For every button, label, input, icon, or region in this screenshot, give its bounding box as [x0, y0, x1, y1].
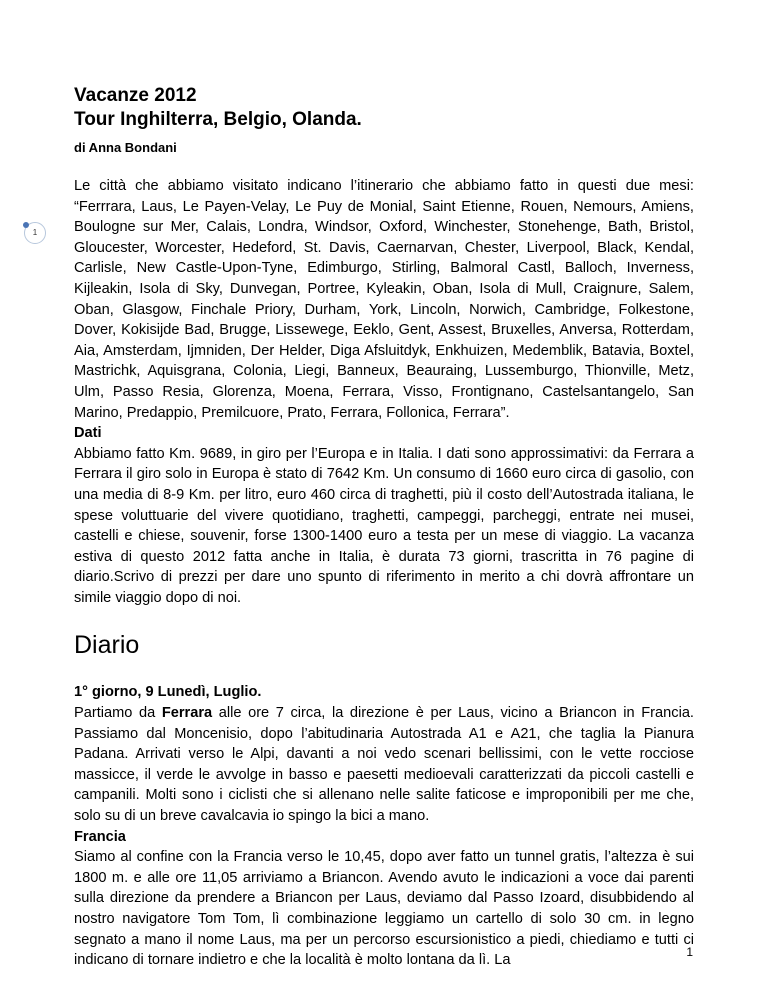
- document-page: [74, 84, 694, 971]
- day1-city-bold: Ferrara: [161, 705, 213, 722]
- document-author: di Anna Bondani: [74, 140, 177, 155]
- intro-paragraph: Le città che abbiamo visitato indicano l’itinerario che abbiamo fatto in questi due mesi: “Ferrrara, Laus, Le Payen-Velay, Le Puy de Monial, Saint Etienne, Rouen, Nemours, Amiens, Boulogne sur Mer, Calais, Londra, Windsor, Oxford, Winchester, Stonehenge, Bath, Bristol, Gloucester, Worcester, Hedeford, St. Davis, Caernarvan, Chester, Liverpool, Black, Kendal, Carlisle, New Castle-Upon-Tyne, Edimburgo, Stirling, Balmoral Castl, Balloch, Inverness, Kijleakin, Isola di Sky, Dunvegan, Portree, Kyleakin, Oban, Isola di Mull, Craignure, Salem, Oban, Glasgow, Finchale Priory, Durham, York, Lincoln, Norwich, Cambridge, Folkestone, Dover, Kokisijde Bad, Brugge, Lissewege, Eeklo, Gent, Assest, Bruxelles, Anversa, Rotterdam, Aia, Amsterdam, Ijmniden, Der Helder, Diga Afsluitdyk, Enkhuizen, Medemblik, Batavia, Boxtel, Mastrichk, Aquisgrana, Colonia, Liegi, Banneux, Beauraing, Lussemburgo, Thionville, Metz, Ulm, Passo Resia, Glorenza, Moena, Ferrara, Visso, Frontignano, Castelsantangelo, San Marino, Predappio, Premilcuore, Prato, Ferrara, Follonica, Ferrara”.: [74, 178, 694, 421]
- day1-text-start: Partiamo da: [74, 705, 162, 722]
- document-title-line2: Tour Inghilterra, Belgio, Olanda.: [74, 109, 362, 130]
- dati-heading: Dati: [74, 425, 102, 442]
- day1-paragraph: [74, 703, 694, 827]
- dati-paragraph: Abbiamo fatto Km. 9689, in giro per l’Europa e in Italia. I dati sono approssimativi: da Ferrara a Ferrara il giro solo in Europa è stato di 7642 Km. Un consumo di 1660 euro circa di gasolio, con una media di 8-9 Km. per litro, euro 460 circa di traghetti, più il costo dell’Autostrada italiana, le spese voluttuarie del vivere quotidiano, traghetti, campeggi, parcheggi, entrate nei musei, castelli e chiese, souvenir, forse 1300-1400 euro a testa per un mese di viaggio. La vacanza estiva di questo 2012 fatta anche in Italia, è durata 73 giorni, trascritta in 76 pagine di diario.Scrivo di prezzi per dare uno spunto di riferimento in merito a chi dovrà affrontare un simile viaggio dopo di noi.: [74, 445, 694, 606]
- day1-heading: 1° giorno, 9 Lunedì, Luglio.: [74, 684, 262, 701]
- francia-paragraph: Siamo al confine con la Francia verso le 10,45, dopo aver fatto un tunnel gratis, l’altezza è sui 1800 m. e alle ore 11,05 arriviamo a Briancon. Avendo avuto le indicazioni a voce dai parenti sulla direzione da prendere a Briancon per Laus, deviamo dal Passo Izoard, disubbidendo al nostro navigatore Tom Tom, lì combinazione leggiamo un cartello di solo 30 cm. in legno segnato a mano il nome Laus, ma per un percorso escursionistico a piedi, chiediamo e tutti ci indicano di tornare indietro e che la località è molto lontana da lì. La: [74, 849, 694, 969]
- comment-marker-number: 1: [32, 228, 38, 237]
- francia-heading: Francia: [74, 828, 126, 845]
- comment-dot-icon: [23, 222, 29, 228]
- page-number: 1: [686, 945, 693, 959]
- diario-heading: Diario: [74, 631, 140, 660]
- comment-marker[interactable]: [24, 222, 46, 244]
- day1-text-rest: alle ore 7 circa, la direzione è per Laus, vicino a Briancon in Francia. Passiamo dal Moncenisio, dopo l’abitudinaria Autostrada A1 e A21, che taglia la Pianura Padana. Arrivati verso le Alpi, davanti a noi vedo scenari bellissimi, con le vette rocciose massicce, il verde le avvolge in basso e paesetti medioevali caratterizzati da piccoli castelli e campanili. Molti sono i ciclisti che si allenano nelle salite faticose e improponibili per me che, solo su di un breve cavalcavia io spingo la bici a mano.: [74, 705, 694, 825]
- document-title-line1: Vacanze 2012: [74, 85, 197, 106]
